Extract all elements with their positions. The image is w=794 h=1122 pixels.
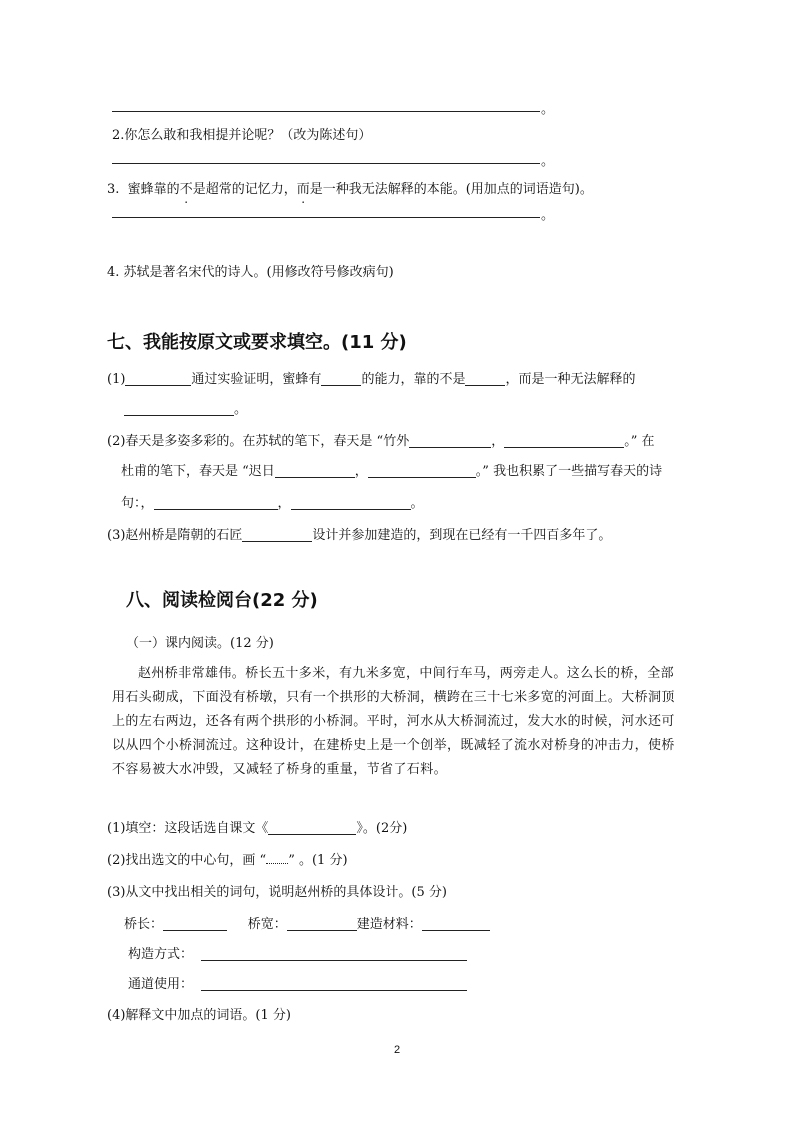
blank[interactable]	[154, 495, 278, 510]
s7-i2-text-c: 。” 在	[624, 434, 655, 449]
bridge-length-label: 桥长：	[124, 917, 164, 932]
blank[interactable]	[291, 495, 411, 510]
s7-item-2-line3	[121, 492, 424, 511]
line-end-1: 。	[541, 102, 555, 117]
s7-i2-comma-3: ，	[277, 496, 291, 511]
reading-q1	[107, 817, 407, 836]
blank[interactable]	[268, 820, 356, 835]
s7-item-2-line2	[121, 460, 662, 479]
passage-line: 赵州桥非常雄伟。桥长五十多米，有九米多宽，中间行车马，两旁走人。这么长的桥，全部	[138, 666, 675, 681]
channel-label: 通道使用：	[128, 977, 194, 992]
s7-i1-end: 。	[234, 402, 248, 417]
s7-item-1-cont	[124, 398, 247, 417]
s7-i1-num: (1)	[107, 372, 126, 387]
s7-i2-text-g: 句：，	[121, 496, 154, 511]
bridge-width-blank[interactable]	[287, 916, 357, 931]
s7-i2-comma-2: ，	[354, 464, 368, 479]
section-8-title: 八、阅读检阅台(22 分)	[126, 590, 318, 611]
design-row-2	[128, 943, 467, 962]
q3-text-a: 蜜蜂靠的	[127, 182, 180, 197]
blank[interactable]	[125, 371, 191, 386]
question-3	[107, 178, 593, 197]
blank[interactable]	[242, 527, 312, 542]
answer-line-1[interactable]	[112, 111, 540, 112]
q3-text-b: 是超常的记忆力，	[192, 182, 297, 197]
wavy-underline-mark	[266, 857, 288, 864]
r1-text-b: 》。(2分)	[356, 821, 408, 836]
passage-line: 不容易被大水冲毁，又减轻了桥身的重量，节省了石料。	[112, 762, 448, 777]
r2-text-b: ” 。(1 分)	[288, 853, 348, 868]
s7-i2-end: 。	[410, 496, 424, 511]
material-label: 建造材料：	[356, 917, 422, 932]
channel-blank[interactable]	[201, 976, 467, 991]
blank[interactable]	[465, 371, 505, 386]
reading-q3: (3)从文中找出相关的词句，说明赵州桥的具体设计。(5 分)	[107, 885, 447, 900]
s7-item-3	[107, 524, 611, 543]
passage-line: 上的左右两边，还各有两个拱形的小桥洞。平时，河水从大桥洞流过，发大水的时候，河水还可	[112, 714, 675, 729]
blank[interactable]	[368, 463, 476, 478]
q3-dot-word-1: 不	[179, 182, 193, 197]
design-row-3	[128, 973, 467, 992]
s7-i3-text-a: (3)赵州桥是隋朝的石匠	[107, 528, 243, 543]
s7-i2-text-d: 杜甫的笔下，春天是 “迟日	[121, 464, 275, 479]
q3-text-c: 是一种我无法解释的本能。(用加点的词语造句)。	[309, 182, 593, 197]
line-end-2: 。	[541, 154, 555, 169]
blank[interactable]	[321, 371, 361, 386]
s7-i3-text-b: 设计并参加建造的，到现在已经有一千四百多年了。	[312, 528, 612, 543]
q3-dot-word-2: 而	[296, 182, 310, 197]
reading-q4: (4)解释文中加点的词语。(1 分)	[107, 1008, 291, 1023]
passage-line: 以从四个小桥洞流过。这种设计，在建桥史上是一个创举，既减轻了流水对桥身的冲击力，使桥	[112, 738, 675, 753]
structure-blank[interactable]	[201, 946, 467, 961]
section-7-title: 七、我能按原文或要求填空。(11 分)	[107, 332, 407, 353]
s7-i2-text-f: 。” 我也积累了一些描写春天的诗	[475, 464, 663, 479]
reading-passage	[112, 662, 692, 782]
bridge-length-blank[interactable]	[163, 916, 227, 931]
blank[interactable]	[275, 463, 355, 478]
blank[interactable]	[409, 433, 491, 448]
blank[interactable]	[124, 401, 234, 416]
answer-line-3[interactable]	[112, 217, 540, 218]
section-8-subtitle: （一）课内阅读。(12 分)	[126, 636, 274, 651]
bridge-width-label: 桥宽：	[247, 917, 287, 932]
s7-i2-comma: ，	[491, 434, 505, 449]
answer-line-2[interactable]	[112, 163, 540, 164]
s7-item-2	[107, 430, 655, 449]
s7-item-1	[107, 368, 635, 387]
question-2: 2.你怎么敢和我相提并论呢？（改为陈述句）	[112, 128, 372, 143]
r1-text-a: (1)填空：这段话选自课文《	[107, 821, 269, 836]
page-number: 2	[394, 1044, 401, 1056]
s7-i2-text-a: (2)春天是多姿多彩的。在苏轼的笔下，春天是 “竹外	[107, 434, 410, 449]
structure-label: 构造方式：	[128, 947, 194, 962]
blank[interactable]	[504, 433, 624, 448]
reading-q2	[107, 849, 348, 868]
line-end-3: 。	[541, 208, 555, 223]
design-row-1	[124, 913, 490, 932]
passage-line: 用石头砌成，下面没有桥墩，只有一个拱形的大桥洞，横跨在三十七米多宽的河面上。大桥洞顶	[112, 690, 675, 705]
s7-i1-text-b: 通过实验证明，蜜蜂有	[191, 372, 322, 387]
r2-text-a: (2)找出选文的中心句，画 “	[107, 853, 267, 868]
material-blank[interactable]	[422, 916, 490, 931]
q3-num: 3.	[107, 182, 120, 197]
question-4: 4. 苏轼是著名宋代的诗人。(用修改符号修改病句)	[107, 265, 394, 280]
s7-i1-text-d: ，而是一种无法解释的	[505, 372, 636, 387]
s7-i1-text-c: 的能力，靠的不是	[361, 372, 466, 387]
